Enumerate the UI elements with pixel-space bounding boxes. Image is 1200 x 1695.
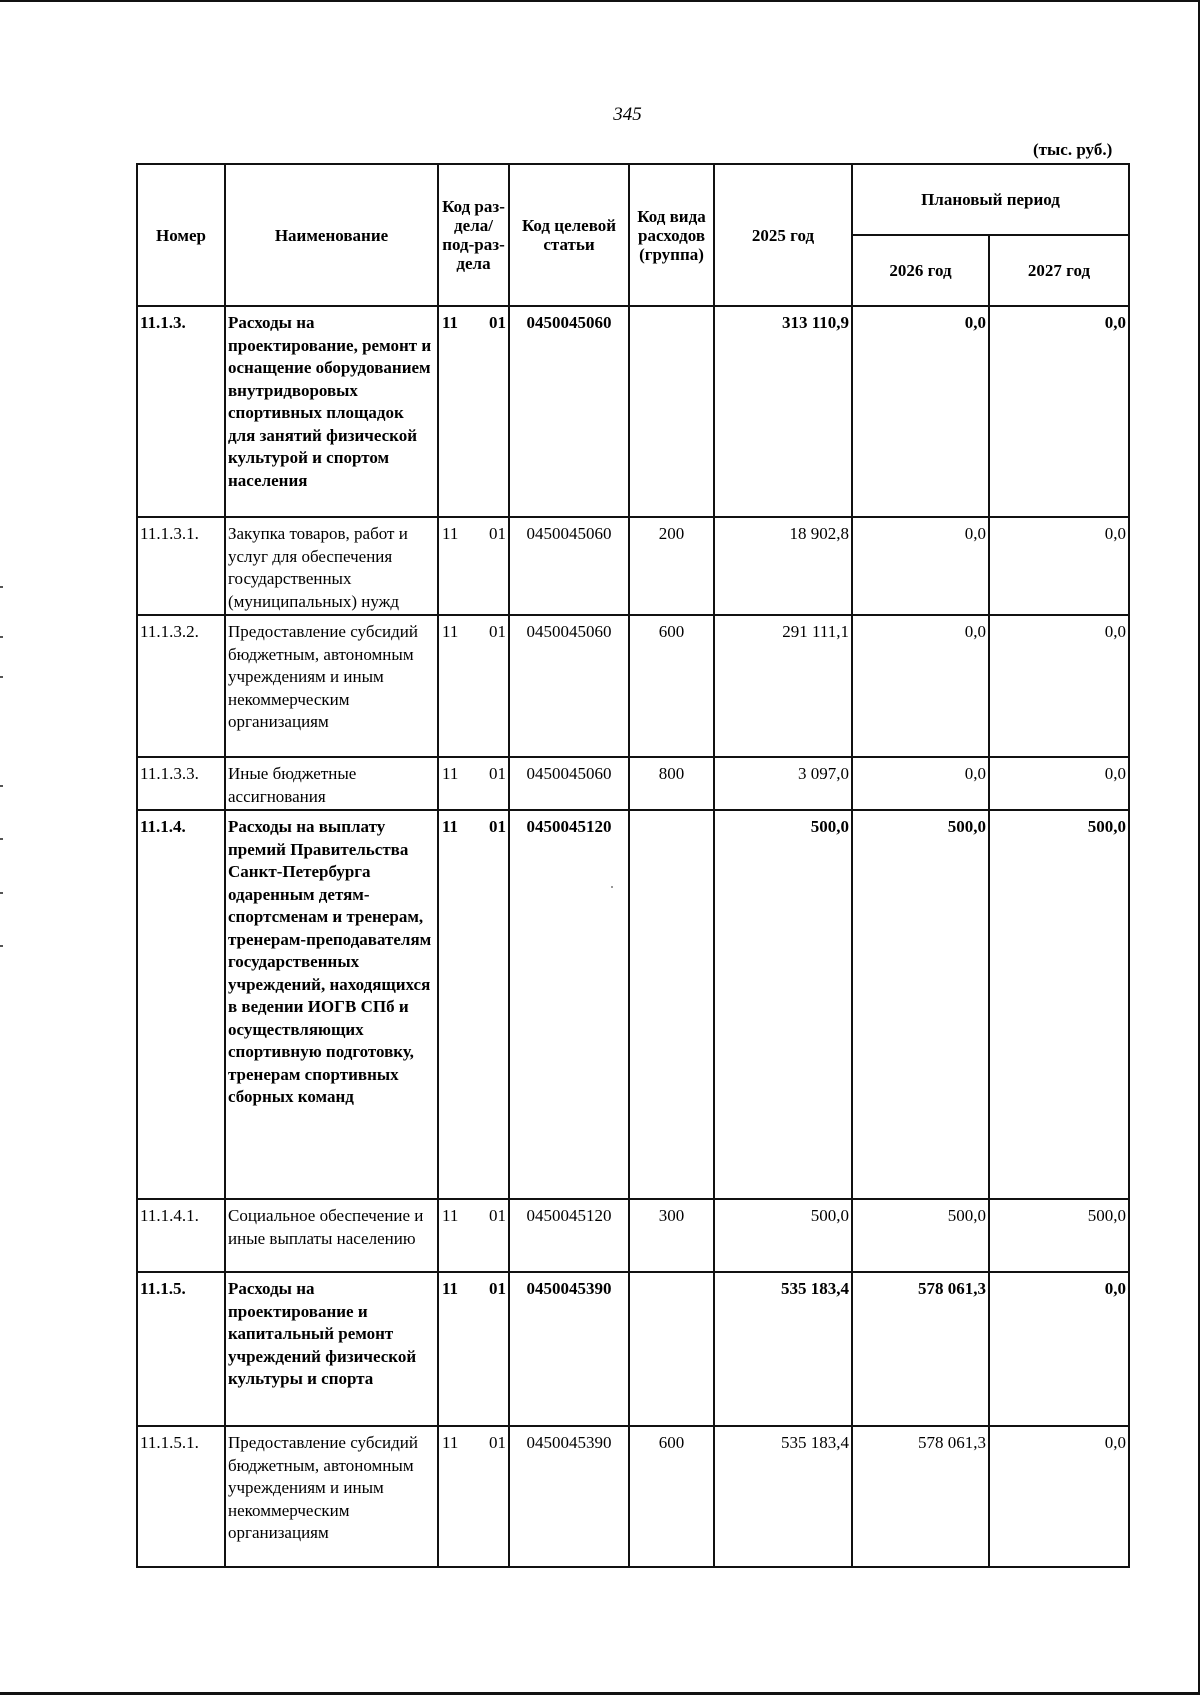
amount-2025: 500,0 <box>714 1199 852 1272</box>
margin-mark <box>0 945 3 947</box>
amount-2027: 500,0 <box>989 1199 1129 1272</box>
table-row <box>137 757 1129 810</box>
margin-mark <box>0 676 3 678</box>
section-code-cell <box>438 1199 509 1272</box>
amount-2027: 0,0 <box>989 757 1129 810</box>
amount-2027: 0,0 <box>989 306 1129 517</box>
table-row <box>137 306 1129 517</box>
table-row <box>137 517 1129 615</box>
section-code: 11 <box>442 1279 459 1298</box>
amount-2027: 500,0 <box>989 810 1129 1199</box>
amount-2026: 0,0 <box>852 306 989 517</box>
amount-2025: 18 902,8 <box>714 517 852 615</box>
margin-mark <box>0 892 3 894</box>
section-code-cell <box>438 810 509 1199</box>
row-number: 11.1.5.1. <box>137 1426 225 1567</box>
expense-group <box>629 810 714 1199</box>
table-row <box>137 1199 1129 1272</box>
subsection-code: 01 <box>489 1279 506 1298</box>
amount-2025: 313 110,9 <box>714 306 852 517</box>
target-code: 0450045060 <box>509 615 629 757</box>
section-code-cell <box>438 615 509 757</box>
expense-group <box>629 306 714 517</box>
subsection-code: 01 <box>489 1433 506 1452</box>
row-name: Расходы на проектирование, ремонт и оснащение оборудованием внутридворовых спортивных площадок для занятий физической культурой и спортом населения <box>225 306 438 517</box>
row-number: 11.1.3.1. <box>137 517 225 615</box>
header-name: Наименование <box>225 164 438 306</box>
section-code: 11 <box>442 524 459 543</box>
row-number: 11.1.3.2. <box>137 615 225 757</box>
expense-group: 300 <box>629 1199 714 1272</box>
margin-mark <box>0 838 3 840</box>
section-code: 11 <box>442 313 459 332</box>
target-code: 0450045390 <box>509 1426 629 1567</box>
subsection-code: 01 <box>489 524 506 543</box>
amount-2026: 500,0 <box>852 810 989 1199</box>
row-name: Закупка товаров, работ и услуг для обеспечения государственных (муниципальных) нужд <box>225 517 438 615</box>
amount-2025: 291 111,1 <box>714 615 852 757</box>
table-row <box>137 1272 1129 1426</box>
row-number: 11.1.3.3. <box>137 757 225 810</box>
row-number: 11.1.3. <box>137 306 225 517</box>
margin-mark <box>0 785 3 787</box>
subsection-code: 01 <box>489 313 506 332</box>
row-number: 11.1.5. <box>137 1272 225 1426</box>
header-section-code: Код раз-дела/ под-раз-дела <box>438 164 509 306</box>
amount-2027: 0,0 <box>989 1426 1129 1567</box>
target-code: 0450045120 <box>509 1199 629 1272</box>
section-code-cell <box>438 306 509 517</box>
expense-group <box>629 1272 714 1426</box>
amount-2025: 535 183,4 <box>714 1272 852 1426</box>
amount-2027: 0,0 <box>989 615 1129 757</box>
amount-2026: 578 061,3 <box>852 1272 989 1426</box>
amount-2025: 535 183,4 <box>714 1426 852 1567</box>
subsection-code: 01 <box>489 1206 506 1225</box>
header-target-code: Код целевой статьи <box>509 164 629 306</box>
section-code: 11 <box>442 1433 459 1452</box>
row-name: Иные бюджетные ассигнования <box>225 757 438 810</box>
amount-2025: 500,0 <box>714 810 852 1199</box>
amount-2026: 500,0 <box>852 1199 989 1272</box>
table-row <box>137 1426 1129 1567</box>
row-name: Предоставление субсидий бюджетным, автономным учреждениям и иным некоммерческим организациям <box>225 1426 438 1567</box>
subsection-code: 01 <box>489 817 506 836</box>
table-body <box>137 306 1129 1567</box>
scan-speck <box>611 886 613 888</box>
section-code-cell <box>438 1426 509 1567</box>
units-label: (тыс. руб.) <box>1033 140 1113 159</box>
amount-2027: 0,0 <box>989 1272 1129 1426</box>
header-year-2026: 2026 год <box>852 235 989 306</box>
table-row <box>137 615 1129 757</box>
margin-mark <box>0 586 3 588</box>
section-code: 11 <box>442 817 459 836</box>
expense-group: 200 <box>629 517 714 615</box>
section-code: 11 <box>442 764 459 783</box>
target-code: 0450045390 <box>509 1272 629 1426</box>
budget-table <box>136 163 1130 1568</box>
section-code-cell <box>438 757 509 810</box>
target-code: 0450045120 <box>509 810 629 1199</box>
page-number: 345 <box>613 104 642 125</box>
header-number: Номер <box>137 164 225 306</box>
header-planning-period: Плановый период <box>852 164 1129 235</box>
subsection-code: 01 <box>489 764 506 783</box>
amount-2026: 0,0 <box>852 757 989 810</box>
target-code: 0450045060 <box>509 757 629 810</box>
row-number: 11.1.4.1. <box>137 1199 225 1272</box>
target-code: 0450045060 <box>509 517 629 615</box>
row-name: Социальное обеспечение и иные выплаты населению <box>225 1199 438 1272</box>
section-code-cell <box>438 1272 509 1426</box>
section-code: 11 <box>442 622 459 641</box>
row-number: 11.1.4. <box>137 810 225 1199</box>
header-expense-type: Код вида расходов (группа) <box>629 164 714 306</box>
amount-2026: 578 061,3 <box>852 1426 989 1567</box>
subsection-code: 01 <box>489 622 506 641</box>
header-year-2027: 2027 год <box>989 235 1129 306</box>
amount-2026: 0,0 <box>852 517 989 615</box>
row-name: Расходы на выплату премий Правительства Санкт-Петербурга одаренным детям-спортсменам и тренерам, тренерам-преподавателям государственных учреждений, находящихся в ведении ИОГВ СПб и осуществляющих спортивную подготовку, тренерам спортивных сборных команд <box>225 810 438 1199</box>
expense-group: 800 <box>629 757 714 810</box>
margin-mark <box>0 636 3 638</box>
amount-2026: 0,0 <box>852 615 989 757</box>
amount-2027: 0,0 <box>989 517 1129 615</box>
target-code: 0450045060 <box>509 306 629 517</box>
row-name: Предоставление субсидий бюджетным, автономным учреждениям и иным некоммерческим организациям <box>225 615 438 757</box>
table-row <box>137 810 1129 1199</box>
header-year-2025: 2025 год <box>714 164 852 306</box>
row-name: Расходы на проектирование и капитальный ремонт учреждений физической культуры и спорта <box>225 1272 438 1426</box>
amount-2025: 3 097,0 <box>714 757 852 810</box>
expense-group: 600 <box>629 1426 714 1567</box>
section-code-cell <box>438 517 509 615</box>
section-code: 11 <box>442 1206 459 1225</box>
expense-group: 600 <box>629 615 714 757</box>
